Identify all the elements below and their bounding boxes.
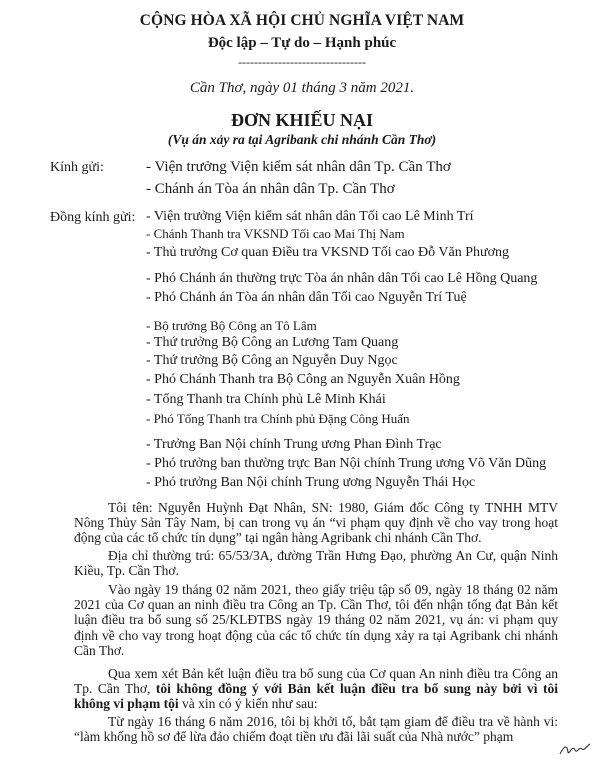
cc-recipient-item: - Tổng Thanh tra Chính phủ Lê Minh Khái xyxy=(146,392,386,407)
document-title: ĐƠN KHIẾU NẠI xyxy=(230,110,373,130)
cc-recipient-item: - Thứ trưởng Bộ Công an Lương Tam Quang xyxy=(146,335,399,350)
paragraph-history: Từ ngày 16 tháng 6 năm 2016, tôi bị khởi tố, bắt tạm giam để điều tra về hành vi: “làm khống hồ sơ để lừa đảo chiếm đoạt tiền ưu đãi lãi suất của Nhà nước” phạm xyxy=(74,714,558,745)
cc-recipient-item: - Phó Chánh Thanh tra Bộ Công an Nguyễn Xuân Hồng xyxy=(146,372,460,387)
national-title: CỘNG HÒA XÃ HỘI CHỦ NGHĨA VIỆT NAM xyxy=(139,12,465,29)
cc-recipient-item: - Phó Tổng Thanh tra Chính phủ Đặng Công Huấn xyxy=(146,411,410,426)
cc-recipient-item: - Thứ trưởng Bộ Công an Nguyễn Duy Ngọc xyxy=(146,353,398,368)
recipient-item: - Viện trưởng Viện kiểm sát nhân dân Tp. Cần Thơ xyxy=(146,159,451,175)
header-separator: -------------------------------- xyxy=(238,55,366,69)
objection-bold-text: tôi không đồng ý với Bản kết luận điều tra bổ sung này bởi vì tôi không vi phạm tội xyxy=(74,681,558,712)
date-line: Cần Thơ, ngày 01 tháng 3 năm 2021. xyxy=(189,80,415,96)
cc-recipient-item: - Thủ trưởng Cơ quan Điều tra VKSND Tối cao Đỗ Văn Phương xyxy=(146,245,509,260)
cc-recipient-item: - Viện trưởng Viện kiểm sát nhân dân Tối cao Lê Minh Trí xyxy=(146,209,474,224)
paragraph-objection xyxy=(74,666,558,712)
objection-text: Qua xem xét Bản kết luận điều tra bổ sung của Cơ quan An ninh điều tra Công an Tp. Cần Thơ, xyxy=(74,666,558,697)
dong-kinh-gui-label: Đồng kính gửi: xyxy=(50,210,136,225)
cc-recipient-item: - Phó Chánh án thường trực Tòa án nhân dân Tối cao Lê Hồng Quang xyxy=(146,271,538,286)
paragraph-identity: Tôi tên: Nguyễn Huỳnh Đạt Nhân, SN: 1980, Giám đốc Công ty TNHH MTV Nông Thủy Sản Tây Nam, bị can trong vụ án “vi phạm quy định về cho vay trong hoạt động của các tổ chức tín dụng” tại ngân hàng Agribank chi nhánh Cần Thơ. xyxy=(74,500,558,546)
document-subtitle: (Vụ án xảy ra tại Agribank chi nhánh Cần Thơ) xyxy=(167,132,437,147)
cc-recipient-item: - Phó trưởng Ban Nội chính Trung ương Nguyễn Thái Học xyxy=(146,475,476,490)
cc-recipient-item: - Bộ trưởng Bộ Công an Tô Lâm xyxy=(146,318,317,333)
national-motto: Độc lập – Tự do – Hạnh phúc xyxy=(207,35,397,51)
cc-recipient-item: - Chánh Thanh tra VKSND Tối cao Mai Thị Nam xyxy=(146,226,405,241)
paragraph-summons: Vào ngày 19 tháng 02 năm 2021, theo giấy triệu tập số 09, ngày 18 tháng 02 năm 2021 của Cơ quan an ninh điều tra Công an Tp. Cần Thơ, tôi đến nhận tống đạt Bản kết luận điều tra bổ sung số 25/KLĐTBS ngày 19 tháng 02 năm 2021, vụ án: vi phạm quy định về cho vay trong hoạt động của các tổ chức tín dụng xảy ra tại Agribank chi nhánh Cần Thơ. xyxy=(74,582,558,658)
recipient-item: - Chánh án Tòa án nhân dân Tp. Cần Thơ xyxy=(146,181,395,197)
handwritten-initials-mark xyxy=(558,738,592,760)
kinh-gui-label: Kính gửi: xyxy=(50,160,104,175)
cc-recipient-item: - Trưởng Ban Nội chính Trung ương Phan Đình Trạc xyxy=(146,437,442,452)
paragraph-address: Địa chỉ thường trú: 65/53/3A, đường Trần Hưng Đạo, phường An Cư, quận Ninh Kiều, Tp. Cần Thơ. xyxy=(74,548,558,579)
cc-recipient-item: - Phó trưởng ban thường trực Ban Nội chính Trung ương Võ Văn Dũng xyxy=(146,456,547,471)
cc-recipient-item: - Phó Chánh án Tòa án nhân dân Tối cao Nguyễn Trí Tuệ xyxy=(146,290,467,305)
objection-end-text: và xin có ý kiến như sau: xyxy=(178,696,318,712)
